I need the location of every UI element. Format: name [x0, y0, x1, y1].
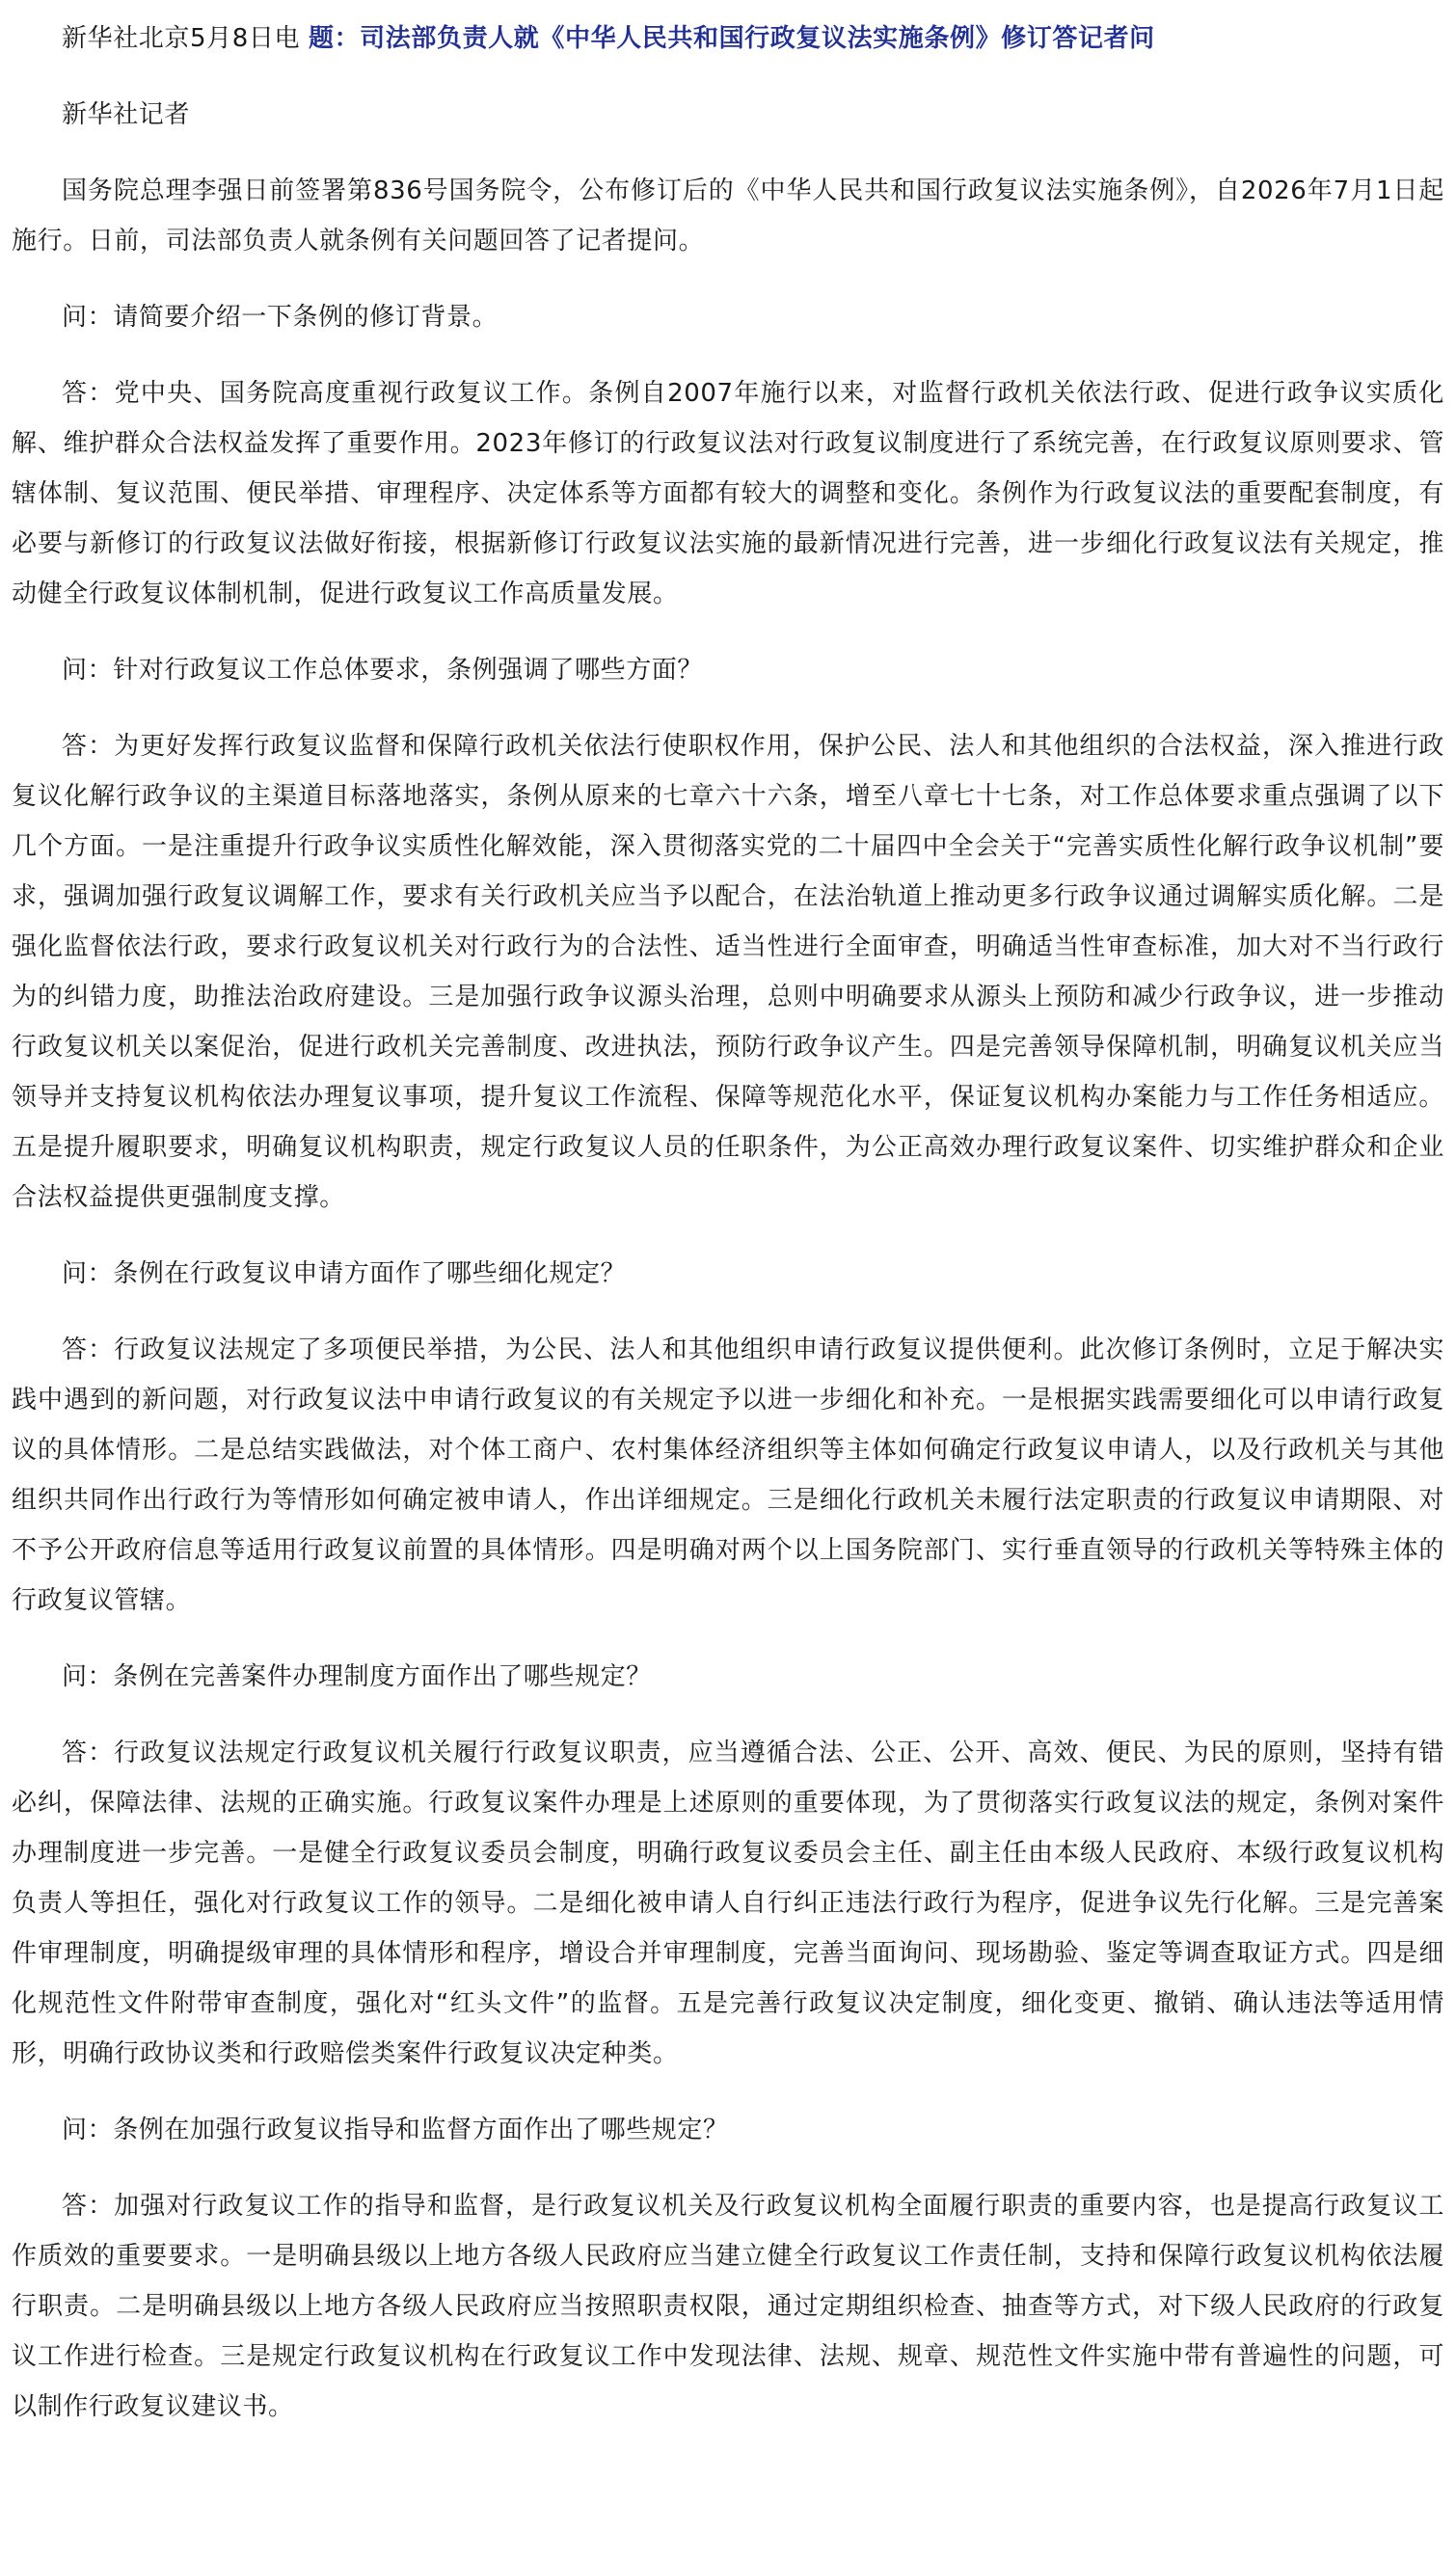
article-lead [12, 13, 1444, 64]
answer-2: 答：为更好发挥行政复议监督和保障行政机关依法行使职权作用，保护公民、法人和其他组织的合法权益，深入推进行政复议化解行政争议的主渠道目标落地落实，条例从原来的七章六十六条，增至八章七十七条，对工作总体要求重点强调了以下几个方面。一是注重提升行政争议实质性化解效能，深入贯彻落实党的二十届四中全会关于“完善实质性化解行政争议机制”要求，强调加强行政复议调解工作，要求有关行政机关应当予以配合，在法治轨道上推动更多行政争议通过调解实质化解。二是强化监督依法行政，要求行政复议机关对行政行为的合法性、适当性进行全面审查，明确适当性审查标准，加大对不当行政行为的纠错力度，助推法治政府建设。三是加强行政争议源头治理，总则中明确要求从源头上预防和减少行政争议，进一步推动行政复议机关以案促治，促进行政机关完善制度、改进执法，预防行政争议产生。四是完善领导保障机制，明确复议机关应当领导并支持复议机构依法办理复议事项，提升复议工作流程、保障等规范化水平，保证复议机构办案能力与工作任务相适应。五是提升履职要求，明确复议机构职责，规定行政复议人员的任职条件，为公正高效办理行政复议案件、切实维护群众和企业合法权益提供更强制度支撑。 [12, 732, 1444, 1212]
question-4: 问：条例在完善案件办理制度方面作出了哪些规定？ [62, 1662, 652, 1691]
answer-5: 答：加强对行政复议工作的指导和监督，是行政复议机关及行政复议机构全面履行职责的重要内容，也是提高行政复议工作质效的重要要求。一是明确县级以上地方各级人民政府应当建立健全行政复议工作责任制，支持和保障行政复议机构依法履行职责。二是明确县级以上地方各级人民政府应当按照职责权限，通过定期组织检查、抽查等方式，对下级人民政府的行政复议工作进行检查。三是规定行政复议机构在行政复议工作中发现法律、法规、规章、规范性文件实施中带有普遍性的问题，可以制作行政复议建议书。 [12, 2192, 1444, 2421]
headline-prefix: 题： [308, 24, 361, 53]
answer-4: 答：行政复议法规定行政复议机关履行行政复议职责，应当遵循合法、公正、公开、高效、便民、为民的原则，坚持有错必纠，保障法律、法规的正确实施。行政复议案件办理是上述原则的重要体现，为了贯彻落实行政复议法的规定，条例对案件办理制度进一步完善。一是健全行政复议委员会制度，明确行政复议委员会主任、副主任由本级人民政府、本级行政复议机构负责人等担任，强化对行政复议工作的领导。二是细化被申请人自行纠正违法行政行为程序，促进争议先行化解。三是完善案件审理制度，明确提级审理的具体情形和程序，增设合并审理制度，完善当面询问、现场勘验、鉴定等调查取证方式。四是细化规范性文件附带审查制度，强化对“红头文件”的监督。五是完善行政复议决定制度，细化变更、撤销、确认违法等适用情形，明确行政协议类和行政赔偿类案件行政复议决定种类。 [12, 1739, 1444, 2068]
byline: 新华社记者 [62, 100, 191, 129]
answer-3: 答：行政复议法规定了多项便民举措，为公民、法人和其他组织申请行政复议提供便利。此次修订条例时，立足于解决实践中遇到的新问题，对行政复议法中申请行政复议的有关规定予以进一步细化和补充。一是根据实践需要细化可以申请行政复议的具体情形。二是总结实践做法，对个体工商户、农村集体经济组织等主体如何确定行政复议申请人，以及行政机关与其他组织共同作出行政行为等情形如何确定被申请人，作出详细规定。三是细化行政机关未履行法定职责的行政复议申请期限、对不予公开政府信息等适用行政复议前置的具体情形。四是明确对两个以上国务院部门、实行垂直领导的行政机关等特殊主体的行政复议管辖。 [12, 1335, 1444, 1615]
headline: 司法部负责人就《中华人民共和国行政复议法实施条例》修订答记者问 [360, 24, 1155, 53]
paragraph-intro: 国务院总理李强日前签署第836号国务院令，公布修订后的《中华人民共和国行政复议法实施条例》，自2026年7月1日起施行。日前，司法部负责人就条例有关问题回答了记者提问。 [12, 176, 1444, 256]
question-1: 问：请简要介绍一下条例的修订背景。 [62, 303, 499, 332]
question-2: 问：针对行政复议工作总体要求，条例强调了哪些方面？ [62, 656, 704, 685]
dateline: 新华社北京5月8日电 [62, 24, 301, 53]
question-3: 问：条例在行政复议申请方面作了哪些细化规定？ [62, 1259, 627, 1288]
question-5: 问：条例在加强行政复议指导和监督方面作出了哪些规定？ [62, 2116, 729, 2144]
answer-1: 答：党中央、国务院高度重视行政复议工作。条例自2007年施行以来，对监督行政机关依法行政、促进行政争议实质化解、维护群众合法权益发挥了重要作用。2023年修订的行政复议法对行政复议制度进行了系统完善，在行政复议原则要求、管辖体制、复议范围、便民举措、审理程序、决定体系等方面都有较大的调整和变化。条例作为行政复议法的重要配套制度，有必要与新修订的行政复议法做好衔接，根据新修订行政复议法实施的最新情况进行完善，进一步细化行政复议法有关规定，推动健全行政复议体制机制，促进行政复议工作高质量发展。 [12, 379, 1444, 608]
